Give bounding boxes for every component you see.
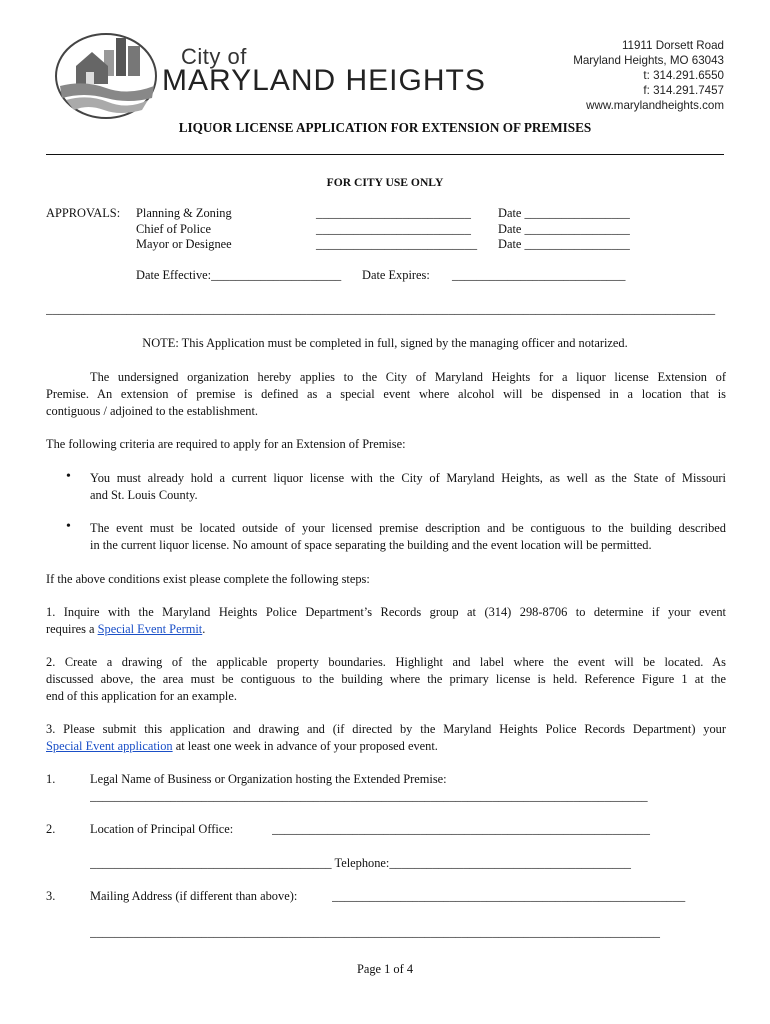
question-number: 3. (46, 889, 56, 903)
bullet-icon: • (66, 469, 71, 484)
special-event-permit-link[interactable]: Special Event Permit (97, 622, 203, 636)
business-name-label: Legal Name of Business or Organization hosting the Extended Premise: (90, 772, 447, 786)
intro-line: The undersigned organization hereby applies to the City of Maryland Heights for a liquor license Extension of (90, 370, 726, 384)
address-block (573, 38, 724, 113)
question-number: 2. (46, 822, 56, 836)
step1-text: requires a (46, 622, 98, 636)
mailing-address-field[interactable]: _________________________________________________________ (332, 889, 686, 903)
approver-mayor: Mayor or Designee (136, 237, 232, 251)
address-line: 11911 Dorsett Road (621, 39, 724, 52)
date-effective-field: Date Effective:_____________________ (136, 268, 342, 282)
approver-police: Chief of Police (136, 221, 212, 236)
approvals-label: APPROVALS: (46, 206, 121, 220)
bullet-line: You must already hold a current liquor license with the City of Maryland Heights, as well as the State of Missouri (90, 471, 726, 485)
bullet-icon: • (66, 519, 71, 534)
date-field: Date _________________ (498, 221, 630, 236)
step1-line2 (46, 622, 205, 637)
step3-text: at least one week in advance of your proposed event. (172, 739, 438, 753)
signature-line: _________________________ (316, 206, 471, 220)
fax-line: f: 314.291.7457 (643, 84, 724, 97)
page-number: Page 1 of 4 (356, 962, 414, 976)
logo-name-text: MARYLAND HEIGHTS (162, 64, 486, 97)
approver-planning: Planning & Zoning (136, 206, 232, 220)
logo-city-text: City of (181, 44, 247, 69)
section-separator: ____________________________________________________________________________________________________________ (46, 302, 716, 316)
bullet-line: in the current liquor license. No amount of space separating the building and the event location will be permitted. (90, 538, 652, 552)
signature-line: _________________________ (316, 221, 471, 236)
step2-line: 2. Create a drawing of the applicable property boundaries. Highlight and label where the event will be located. As (46, 655, 726, 669)
date-expires-label: Date Expires: (362, 268, 430, 282)
mailing-address-label: Mailing Address (if different than above): (90, 889, 298, 903)
bullet-line: and St. Louis County. (90, 488, 198, 502)
approvers-list (136, 206, 232, 253)
office-telephone-field[interactable]: _______________________________________ Telephone:_______________________________________ (90, 856, 631, 870)
bullet-line: The event must be located outside of your licensed premise description and be contiguous to the building described (90, 521, 726, 535)
intro-line: contiguous / adjoined to the establishment. (46, 404, 258, 418)
date-field: Date _________________ (498, 206, 630, 220)
step2-line: discussed above, the area must be contiguous to the building where the primary license is held. Reference Figure 1 at the (46, 672, 726, 686)
conditions-text: If the above conditions exist please complete the following steps: (46, 572, 370, 586)
criteria-heading: The following criteria are required to apply for an Extension of Premise: (46, 437, 406, 451)
step3-line2 (46, 739, 438, 754)
special-event-application-link[interactable]: Special Event application (46, 739, 173, 753)
date-fields (498, 206, 630, 253)
city-use-heading: FOR CITY USE ONLY (326, 176, 444, 189)
step3-line: 3. Please submit this application and drawing and (if directed by the Maryland Heights Police Records Department) your (46, 722, 726, 736)
date-field: Date _________________ (498, 237, 630, 251)
question-number: 1. (46, 772, 56, 786)
signature-line: __________________________ (316, 237, 478, 251)
principal-office-label: Location of Principal Office: (90, 822, 234, 836)
step1-line: 1. Inquire with the Maryland Heights Police Department’s Records group at (314) 298-8706 to determine if your event (46, 605, 726, 619)
phone-line: t: 314.291.6550 (643, 69, 724, 82)
business-name-field[interactable]: __________________________________________________________________________________________ (90, 789, 648, 803)
intro-line: Premise. An extension of premise is defined as a special event where alcohol will be dispensed in a location that is (46, 387, 726, 401)
principal-office-field[interactable]: _____________________________________________________________ (272, 822, 650, 836)
website-line: www.marylandheights.com (586, 99, 724, 112)
date-expires-line: ____________________________ (452, 268, 626, 282)
signature-lines (316, 206, 477, 253)
step2-line: end of this application for an example. (46, 689, 237, 703)
document-title: LIQUOR LICENSE APPLICATION FOR EXTENSION OF PREMISES (178, 120, 592, 135)
mailing-address-field-2[interactable]: ____________________________________________________________________________________________ (90, 925, 660, 939)
step1-text: . (202, 622, 206, 636)
title-rule (46, 154, 724, 155)
note-text: NOTE: This Application must be completed in full, signed by the managing officer and notarized. (142, 336, 628, 350)
address-line: Maryland Heights, MO 63043 (573, 54, 724, 67)
city-logo-icon (54, 28, 164, 120)
